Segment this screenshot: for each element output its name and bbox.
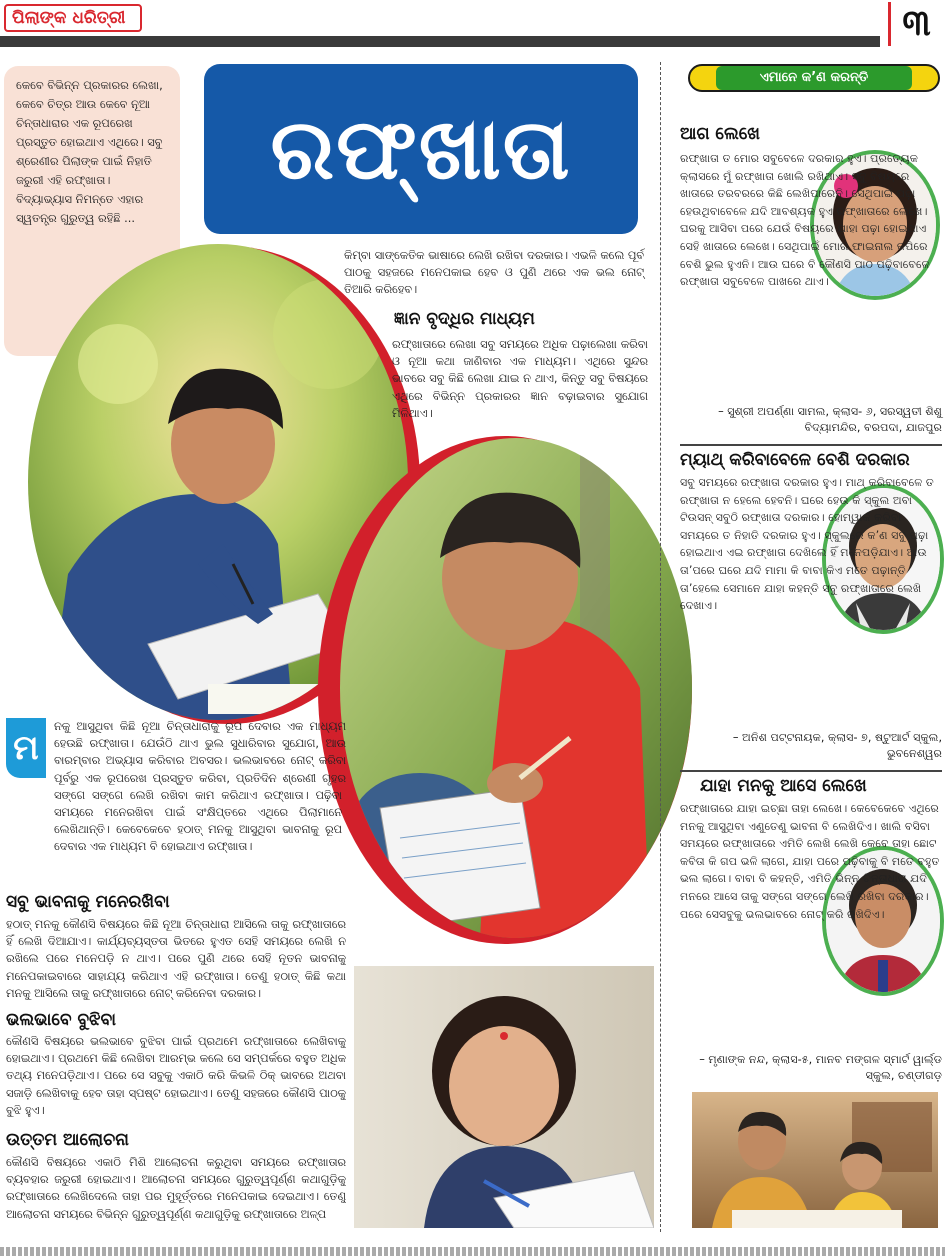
photo-father-son-art bbox=[692, 1092, 938, 1228]
para4: କୌଣସି ବିଷୟରେ ଏକାଠି ମିଶି ଆଲୋଚନା କରୁଥିବା ସମୟରେ ରଫ୍‌ଖାତାର ବ୍ୟବହାର ଜରୁରୀ ହୋଇଥାଏ। ଆଲୋଚନା ସମୟରେ ଗୁରୁତ୍ୱପୂର୍ଣ୍ଣ କଥାଗୁଡ଼ିକୁ ରଫ୍‌ଖାତାରେ ଲେଖିଦେଲେ ତାହା ପର ମୁହୂର୍ତ୍ତରେ ମନେପକାଇ ଦେଇଥାଏ। ତେଣୁ ଆଲୋଚନା ସମୟରେ ବିଭିନ୍ନ ଗୁରୁତ୍ୱପୂର୍ଣ୍ଣ କଥାଗୁଡ଼ିକୁ ରଫ୍‌ଖାତାରେ ଅଳ୍ପ bbox=[6, 1156, 346, 1221]
photo-father-son bbox=[692, 1092, 938, 1228]
heading-understand-well: ଭଲଭାବେ ବୁଝିବା bbox=[6, 1010, 117, 1030]
title-block bbox=[204, 64, 638, 234]
header-rule bbox=[0, 36, 880, 47]
main-para1-start: ନକୁ ଆସୁଥିବା କିଛି ନୂଆ ଚିନ୍ତାଧାରାକୁ ରୂପ ଦେବାର ଏକ ମାଧ୍ୟମ ହେଉଛି ରଫ୍‌ଖାତା। ଯେଉଁଠି ଥାଏ ଭୁଲ ସୁଧାରିବାର ସୁଯୋଗ, ଆଉ ବାରମ୍ବାର ଅଭ୍ୟାସ କରିବାର ଅବସର। ଭଲଭାବରେ ନୋଟ୍ କରିବା ପୂର୍ବରୁ ଏକ ରୂପରେଖ ପ୍ରସ୍ତୁତ କରିବା, ପ୍ରତିଦିନ ଶ୍ରେଣୀ ଗୃହର bbox=[54, 720, 346, 785]
testimonial-sep-1 bbox=[680, 444, 942, 446]
center-heading: ଜ୍ଞାନ ବୃଦ୍ଧିର ମାଧ୍ୟମ bbox=[394, 309, 535, 329]
para3-block bbox=[6, 1033, 346, 1125]
para3: କୌଣସି ବିଷୟରେ ଭଲଭାବେ ବୁଝିବା ପାଇଁ ପ୍ରଥମେ ରଫ୍‌ଖାତାରେ ଲେଖିବାକୁ ହୋଇଥାଏ। ପ୍ରଥମେ କିଛି ଲେଖିବା ଆରମ୍ଭ କଲେ ସେ ସମ୍ପର୍କରେ ବହୁତ ଅଧିକ ତଥ୍ୟ ମନେପଡ଼ିଥାଏ। ପରେ ସେ ସବୁକୁ ଏକାଠି କରି କିଭଳି ଠିକ୍ ଭାବରେ ଅଥବା ସଜାଡ଼ି ଲେଖିବାକୁ ହେବ ତାହା ସ୍ପଷ୍ଟ ହୋଇଥାଏ। ତେଣୁ ସହଜରେ କୌଣସି ପାଠକୁ ବୁଝି ହୁଏ। bbox=[6, 1035, 346, 1117]
footer-rule bbox=[0, 1247, 945, 1256]
testimonial-1-text: ରଫ୍‌ଖାତା ତ ମୋର ସବୁବେଳେ ଦରକାର ହୁଏ। ପ୍ରତ୍ୟେକ କ୍ଲାସରେ ମୁଁ ରଫ୍‌ଖାତା ଖୋଲି ରଖିଥାଏ। ସବୁ ବିଷୟରେ ଖାତାରେ ତରବରରେ କିଛି ଲେଖିପାରେନି। ସେଥିପାଇଁ ପଢ଼ା ହେଉଥିବାବେଳେ ଯଦି ଆବଶ୍ୟକ ହୁଏ ରଫ୍‌ଖାତାରେ ଲେଖେ। ଘରକୁ ଆସିବା ପରେ ଯେଉଁ ବିଷୟରେ ଯାହା ପଢ଼ା ହୋଇଥାଏ ସେହି ଖାତାରେ ଲେଖେ। ସେଥିପାଇଁ ମୋର ଫାଇନାଲ କପିରେ ବେଶି ଭୁଲ ହୁଏନି। ଆଉ ଘରେ ବି କୌଣସି ପାଠ ପଢ଼ିବାବେଳେ ରଫ୍‌ଖାତା ସବୁବେଳେ ପାଖରେ ଥାଏ। bbox=[680, 152, 930, 289]
heading-good-discussion: ଉତ୍ତମ ଆଲୋଚନା bbox=[6, 1130, 129, 1150]
main-para1-continued: ସଙ୍ଗେ ସଙ୍ଗେ ଲେଖି ରଖିବା କାମ କରିଥାଏ ରଫ୍‌ଖାତା। ପଢ଼ିବା ସମୟରେ ମନେରଖିବା ପାଇଁ ସଂକ୍ଷିପ୍ତରେ ଏଥିରେ ପିଲାମାନେ ଲେଖିଥାନ୍ତି। କେବେକେବେ ହଠାତ୍ ମନକୁ ଆସୁଥିବା ଭାବନାକୁ ରୂପ ଦେବାର ଏକ ମାଧ୍ୟମ ବି ହୋଇଥାଏ ରଫ୍‌ଖାତା। bbox=[54, 788, 342, 854]
center-para: ରଫ୍‌ଖାତାରେ ଲେଖା ସବୁ ସମୟରେ ଅଧିକ ପଢ଼ାଲେଖା କରିବା ଓ ନୂଆ କଥା ଜାଣିବାର ଏକ ମାଧ୍ୟମ। ଏଥିରେ ସୁନ୍ଦର ଭାବରେ ସବୁ କିଛି ଲେଖା ଯାଇ ନ ଥାଏ, କିନ୍ତୁ ସବୁ ବିଷୟରେ ଏଥିରେ ବିଭିନ୍ନ ପ୍ରକାରର ଜ୍ଞାନ ବଢ଼ାଇବାର ସୁଯୋଗ ମିଳିଥାଏ। bbox=[392, 338, 648, 420]
page-number: ୩ bbox=[888, 2, 942, 46]
testimonial-1-signature: – ସୁଶ୍ରୀ ଅପର୍ଣ୍ଣା ସାମଲ, କ୍ଲାସ- ୬, ସରସ୍ୱତୀ ଶିଶୁ ବିଦ୍ୟାମନ୍ଦିର, ବରପଦା, ଯାଜପୁର bbox=[718, 405, 942, 434]
intro-text: କେବେ ବିଭିନ୍ନ ପ୍ରକାରର ଲେଖା, କେବେ ଚିତ୍ର ଆଉ କେବେ ନୂଆ ଚିନ୍ତାଧାରାର ଏକ ରୂପରେଖ ପ୍ରସ୍ତୁତ ହୋଇଥାଏ ଏଥିରେ। ସବୁ ଶ୍ରେଣୀର ପିଲାଙ୍କ ପାଇଁ ନିହାତି ଜରୁରୀ ଏହି ରଫ୍‌ଖାତା। ବିଦ୍ୟାଭ୍ୟାସ ନିମନ୍ତେ ଏହାର ସ୍ୱତନ୍ତ୍ର ଗୁରୁତ୍ୱ ରହିଛି ... bbox=[16, 78, 163, 225]
main-para1-block bbox=[54, 718, 346, 786]
right-banner-label: ଏମାନେ କ’ଣ କରନ୍ତି bbox=[716, 66, 912, 90]
heading-remember-thoughts: ସବୁ ଭାବନାକୁ ମନେରଖିବା bbox=[6, 892, 170, 912]
testimonial-1-body bbox=[680, 150, 942, 396]
testimonial-3-heading: ଯାହା ମନକୁ ଆସେ ଲେଖେ bbox=[700, 776, 867, 796]
testimonial-2-text: ସବୁ ସମୟରେ ରଫ୍‌ଖାତା ଦରକାର ହୁଏ। ମାଥ୍ କରିବାବେଳେ ତ ରଫ୍‌ଖାତା ନ ହେଲେ ହେବନି। ଘରେ ହେଉ କି ସ୍କୁଲ ଅବା ଟିଉସନ୍ ସବୁଠି ରଫ୍‌ଖାତା ଦରକାର। ହୋମ୍‌ୱାର୍କ କରିବା ସମୟରେ ତ ନିହାତି ଦରକାର ହୁଏ। ସ୍କୁଲରେ କ’ଣ ସବୁ ପଢ଼ା ହୋଇଥାଏ ଏଇ ରଫ୍‌ଖାତା ଦେଖିଲେ ହିଁ ମନେପଡ଼ିଯାଏ। ଆଉ ତା’ପରେ ଘରେ ଯଦି ମାମା କି ବାବା କିଏ ମତେ ପଢ଼ାନ୍ତି ତା’ହେଲେ ସେମାନେ ଯାହା କହନ୍ତି ସବୁ ରଫ୍‌ଖାତାରେ ଲେଖି ଦେଖାଏ। bbox=[680, 476, 934, 613]
center-top-para: କିମ୍ବା ସାଙ୍କେତିକ ଭାଷାରେ ଲେଖି ରଖିବା ଦରକାର। ଏଭଳି କଲେ ପୂର୍ବ ପାଠକୁ ସହଜରେ ମନେପକାଇ ହେବ ଓ ପୁଣି ଥରେ ଏକ ଭଲ ନୋଟ୍ ତିଆରି କରିହେବ। bbox=[344, 249, 644, 297]
center-para-block bbox=[392, 336, 648, 426]
testimonial-3-body bbox=[680, 800, 942, 1050]
column-divider bbox=[660, 62, 661, 1232]
photo-boy-red-shirt-art bbox=[340, 438, 692, 938]
testimonial-2-signature: – ଅନିଶ ପଟ୍ଟନାୟକ, କ୍ଲାସ- ୭, ଷ୍ଟୁଆର୍ଟ ସ୍କୁଲ, ଭୁବନେଶ୍ୱର bbox=[732, 731, 942, 760]
testimonial-1-heading: ଆଗ ଲେଖେ bbox=[680, 124, 760, 144]
testimonial-2-body bbox=[680, 474, 942, 728]
masthead-logo: ପିଲାଙ୍କ ଧରିତ୍ରୀ bbox=[4, 4, 142, 32]
para2-block bbox=[6, 916, 346, 1008]
photo-girl-writing-art bbox=[354, 966, 654, 1228]
testimonial-2-heading: ମ୍ୟାଥ୍ କରିବାବେଳେ ବେଶି ଦରକାର bbox=[680, 450, 910, 470]
testimonial-3-text: ରଫ୍‌ଖାତାରେ ଯାହା ଇଚ୍ଛା ତାହା ଲେଖେ। କେବେକେବେ ଏଥିରେ ମନକୁ ଆସୁଥିବା ଏଣୁତେଣୁ ଭାବନା ବି ଲେଖିଦିଏ। ଖାଲି ବସିବା ସମୟରେ ରଫ୍‌ଖାତାରେ ଏମିତି ଲେଖି ଲେଖି କେବେ ତାହା ଛୋଟ କବିତା କି ଗପ ଭଳି ଲାଗେ, ଯାହା ପରେ ପଢ଼ିବାକୁ ବି ମତେ ବହୁତ ଭଲ ଲାଗେ। ବାବା ବି କହନ୍ତି, ଏମିତି ଭିନ୍ନ ଚିନ୍ତାଧାରା ଯଦି ମନରେ ଆସେ ତାକୁ ସଙ୍ଗେ ସଙ୍ଗେ ଲେଖି ରଖିବା ଦରକାର। ପରେ ସେସବୁକୁ ଭଲଭାବରେ ନୋଟ୍ କରି ରଖିଦିଏ। bbox=[680, 802, 940, 921]
page-title: ରଫ୍‌ଖାତା bbox=[270, 99, 572, 198]
para4-block bbox=[6, 1154, 346, 1226]
testimonial-3-signature: – ମୃଣାଙ୍କ ନନ୍ଦ, କ୍ଲାସ-୫, ମାନବ ମଙ୍ଗଳ ସ୍ମାର୍ଟ ୱାର୍ଲ୍ଡ ସ୍କୁଲ, ଚଣ୍ଡୀଗଡ଼ bbox=[699, 1053, 942, 1082]
main-para1-continued-block bbox=[6, 786, 342, 890]
photo-boy-red-shirt bbox=[340, 438, 692, 938]
dropcap: ମ bbox=[6, 718, 46, 778]
testimonial-sep-2 bbox=[680, 770, 942, 772]
para2: ହଠାତ୍ ମନକୁ କୌଣସି ବିଷୟରେ କିଛି ନୂଆ ଚିନ୍ତାଧାରା ଆସିଲେ ତାକୁ ରଫ୍‌ଖାତାରେ ହିଁ ଲେଖି ଦିଆଯାଏ। କାର୍ଯ୍ୟବ୍ୟସ୍ତତା ଭିତରେ ହୁଏତ ସେହି ସମୟରେ ଲେଖି ନ ରଖିଲେ ପରେ ମନେପଡ଼ି ନ ଥାଏ। ପରେ ପୁଣି ଥରେ ସେହି ନୂତନ ଭାବନାକୁ ମନେପକାଇବାରେ ସାହାଯ୍ୟ କରିଥାଏ ଏହି ରଫ୍‌ଖାତା। ତେଣୁ ହଠାତ୍ କିଛି କଥା ମନକୁ ଆସିଲେ ତାକୁ ରଫ୍‌ଖାତାରେ ନୋଟ୍ କରିନେବା ଦରକାର। bbox=[6, 918, 346, 1000]
photo-girl-writing bbox=[354, 966, 654, 1228]
center-intro-block bbox=[344, 247, 644, 307]
